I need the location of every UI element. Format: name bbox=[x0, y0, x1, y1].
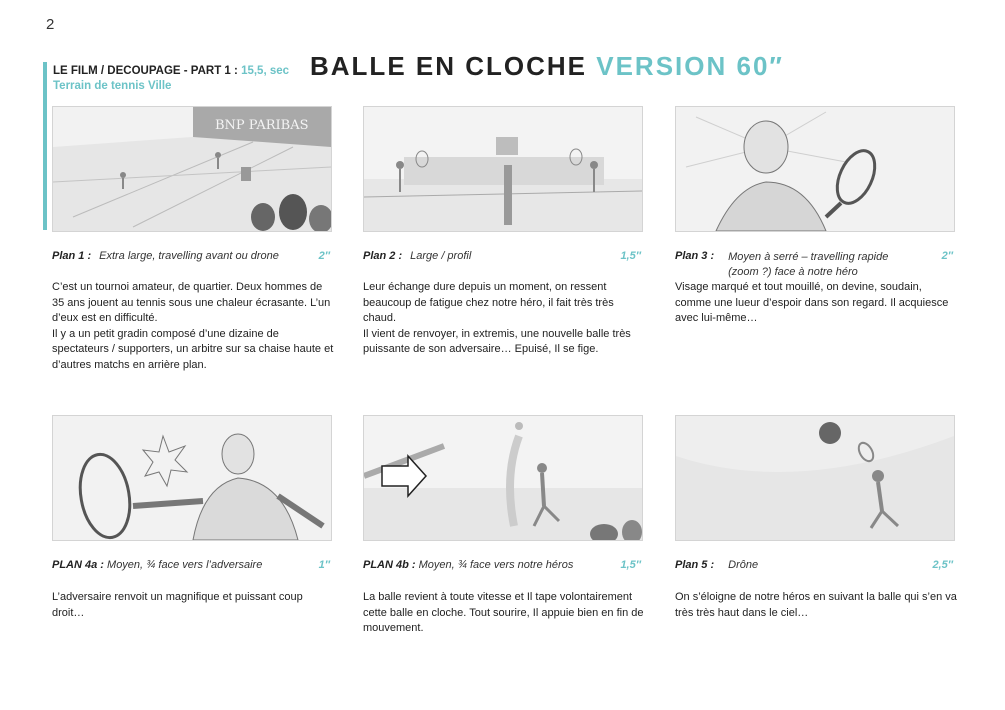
body-paragraph: On s’éloigne de notre héros en suivant la balle qui s’en va très très haut dans le ciel… bbox=[675, 591, 957, 619]
caption-plan-4a bbox=[52, 559, 330, 571]
body-plan-4a bbox=[52, 590, 334, 621]
body-paragraph: C’est un tournoi amateur, de quartier. Deux hommes de 35 ans jouent au tennis sous une chaleur écrasante. L’un d’eux est en difficulté. bbox=[52, 281, 331, 324]
shot-duration: 1″ bbox=[318, 559, 330, 571]
shot-duration: 2,5″ bbox=[932, 559, 953, 571]
storyboard-frame-plan-2 bbox=[363, 106, 643, 232]
body-paragraph: Il vient de renvoyer, in extremis, une nouvelle balle très puissante de son adversaire… Epuisé, Il se fige. bbox=[363, 327, 631, 355]
storyboard-frame-plan-4a bbox=[52, 415, 332, 541]
caption-plan-1 bbox=[52, 250, 330, 262]
section-timing: 15,5, sec bbox=[241, 65, 290, 77]
body-paragraph: Visage marqué et tout mouillé, on devine, soudain, comme une lueur d’espoir dans son regard. Il acquiesce avec lui-même… bbox=[675, 281, 949, 324]
plan-label: Plan 1 : bbox=[52, 250, 92, 262]
shot-duration: 1,5″ bbox=[620, 559, 641, 571]
body-paragraph: L’adversaire renvoit un magnifique et puissant coup droit… bbox=[52, 591, 303, 619]
storyboard-frame-plan-3 bbox=[675, 106, 955, 232]
body-plan-2 bbox=[363, 280, 645, 358]
body-plan-5 bbox=[675, 590, 957, 621]
section-label: LE FILM / DECOUPAGE - PART 1 : bbox=[53, 65, 242, 77]
banner-text: BNP PARIBAS bbox=[215, 118, 309, 133]
body-plan-4b bbox=[363, 590, 645, 637]
storyboard-frame-plan-5 bbox=[675, 415, 955, 541]
storyboard-frame-plan-4b bbox=[363, 415, 643, 541]
sketch-hero-closeup bbox=[676, 107, 954, 231]
location-label: Terrain de tennis Ville bbox=[53, 80, 172, 92]
storyboard-frame-plan-1 bbox=[52, 106, 332, 232]
caption-plan-4b bbox=[363, 559, 641, 571]
plan-label: Plan 3 : bbox=[675, 250, 715, 262]
plan-label: PLAN 4b : bbox=[363, 559, 416, 571]
page-number: 2 bbox=[46, 16, 55, 33]
shot-description: Drône bbox=[728, 559, 759, 571]
page-title bbox=[310, 51, 784, 82]
caption-plan-3 bbox=[675, 250, 953, 280]
shot-duration: 1,5″ bbox=[620, 250, 641, 262]
shot-duration: 2″ bbox=[318, 250, 330, 262]
sketch-tennis-profile bbox=[364, 107, 642, 231]
shot-description: Large / profil bbox=[410, 250, 472, 262]
body-plan-1 bbox=[52, 280, 334, 373]
body-paragraph: La balle revient à toute vitesse et Il tape volontairement cette balle en cloche. Tout sourire, Il appuie bien en fin de mouvement. bbox=[363, 591, 644, 634]
shot-duration: 2″ bbox=[941, 250, 953, 262]
sketch-hero-lob-shot bbox=[364, 416, 642, 540]
body-paragraph: Leur échange dure depuis un moment, on ressent beaucoup de fatigue chez notre héro, il fait très très chaud. bbox=[363, 281, 614, 324]
title-version: VERSION 60″ bbox=[596, 51, 784, 81]
shot-description: Extra large, travelling avant ou drone bbox=[99, 250, 279, 262]
body-plan-3 bbox=[675, 280, 957, 327]
body-paragraph: Il y a un petit gradin composé d’une dizaine de spectateurs / supporters, un arbitre sur sa chaise haute et d’autres matchs en arrière plan. bbox=[52, 327, 334, 371]
title-main: BALLE EN CLOCHE bbox=[310, 51, 597, 81]
shot-description: Moyen, ¾ face vers notre héros bbox=[418, 559, 574, 571]
caption-plan-5 bbox=[675, 559, 953, 571]
caption-plan-2 bbox=[363, 250, 641, 262]
shot-description: Moyen à serré – travelling rapide (zoom ?) face à notre héro bbox=[728, 251, 889, 278]
sketch-opponent-forehand bbox=[53, 416, 331, 540]
sketch-ball-rising-drone bbox=[676, 416, 954, 540]
plan-label: Plan 5 : bbox=[675, 559, 715, 571]
accent-bar bbox=[43, 62, 47, 230]
plan-label: Plan 2 : bbox=[363, 250, 403, 262]
shot-description: Moyen, ¾ face vers l’adversaire bbox=[107, 559, 263, 571]
section-header bbox=[53, 65, 289, 92]
plan-label: PLAN 4a : bbox=[52, 559, 104, 571]
sketch-tennis-court-wide bbox=[53, 107, 331, 231]
